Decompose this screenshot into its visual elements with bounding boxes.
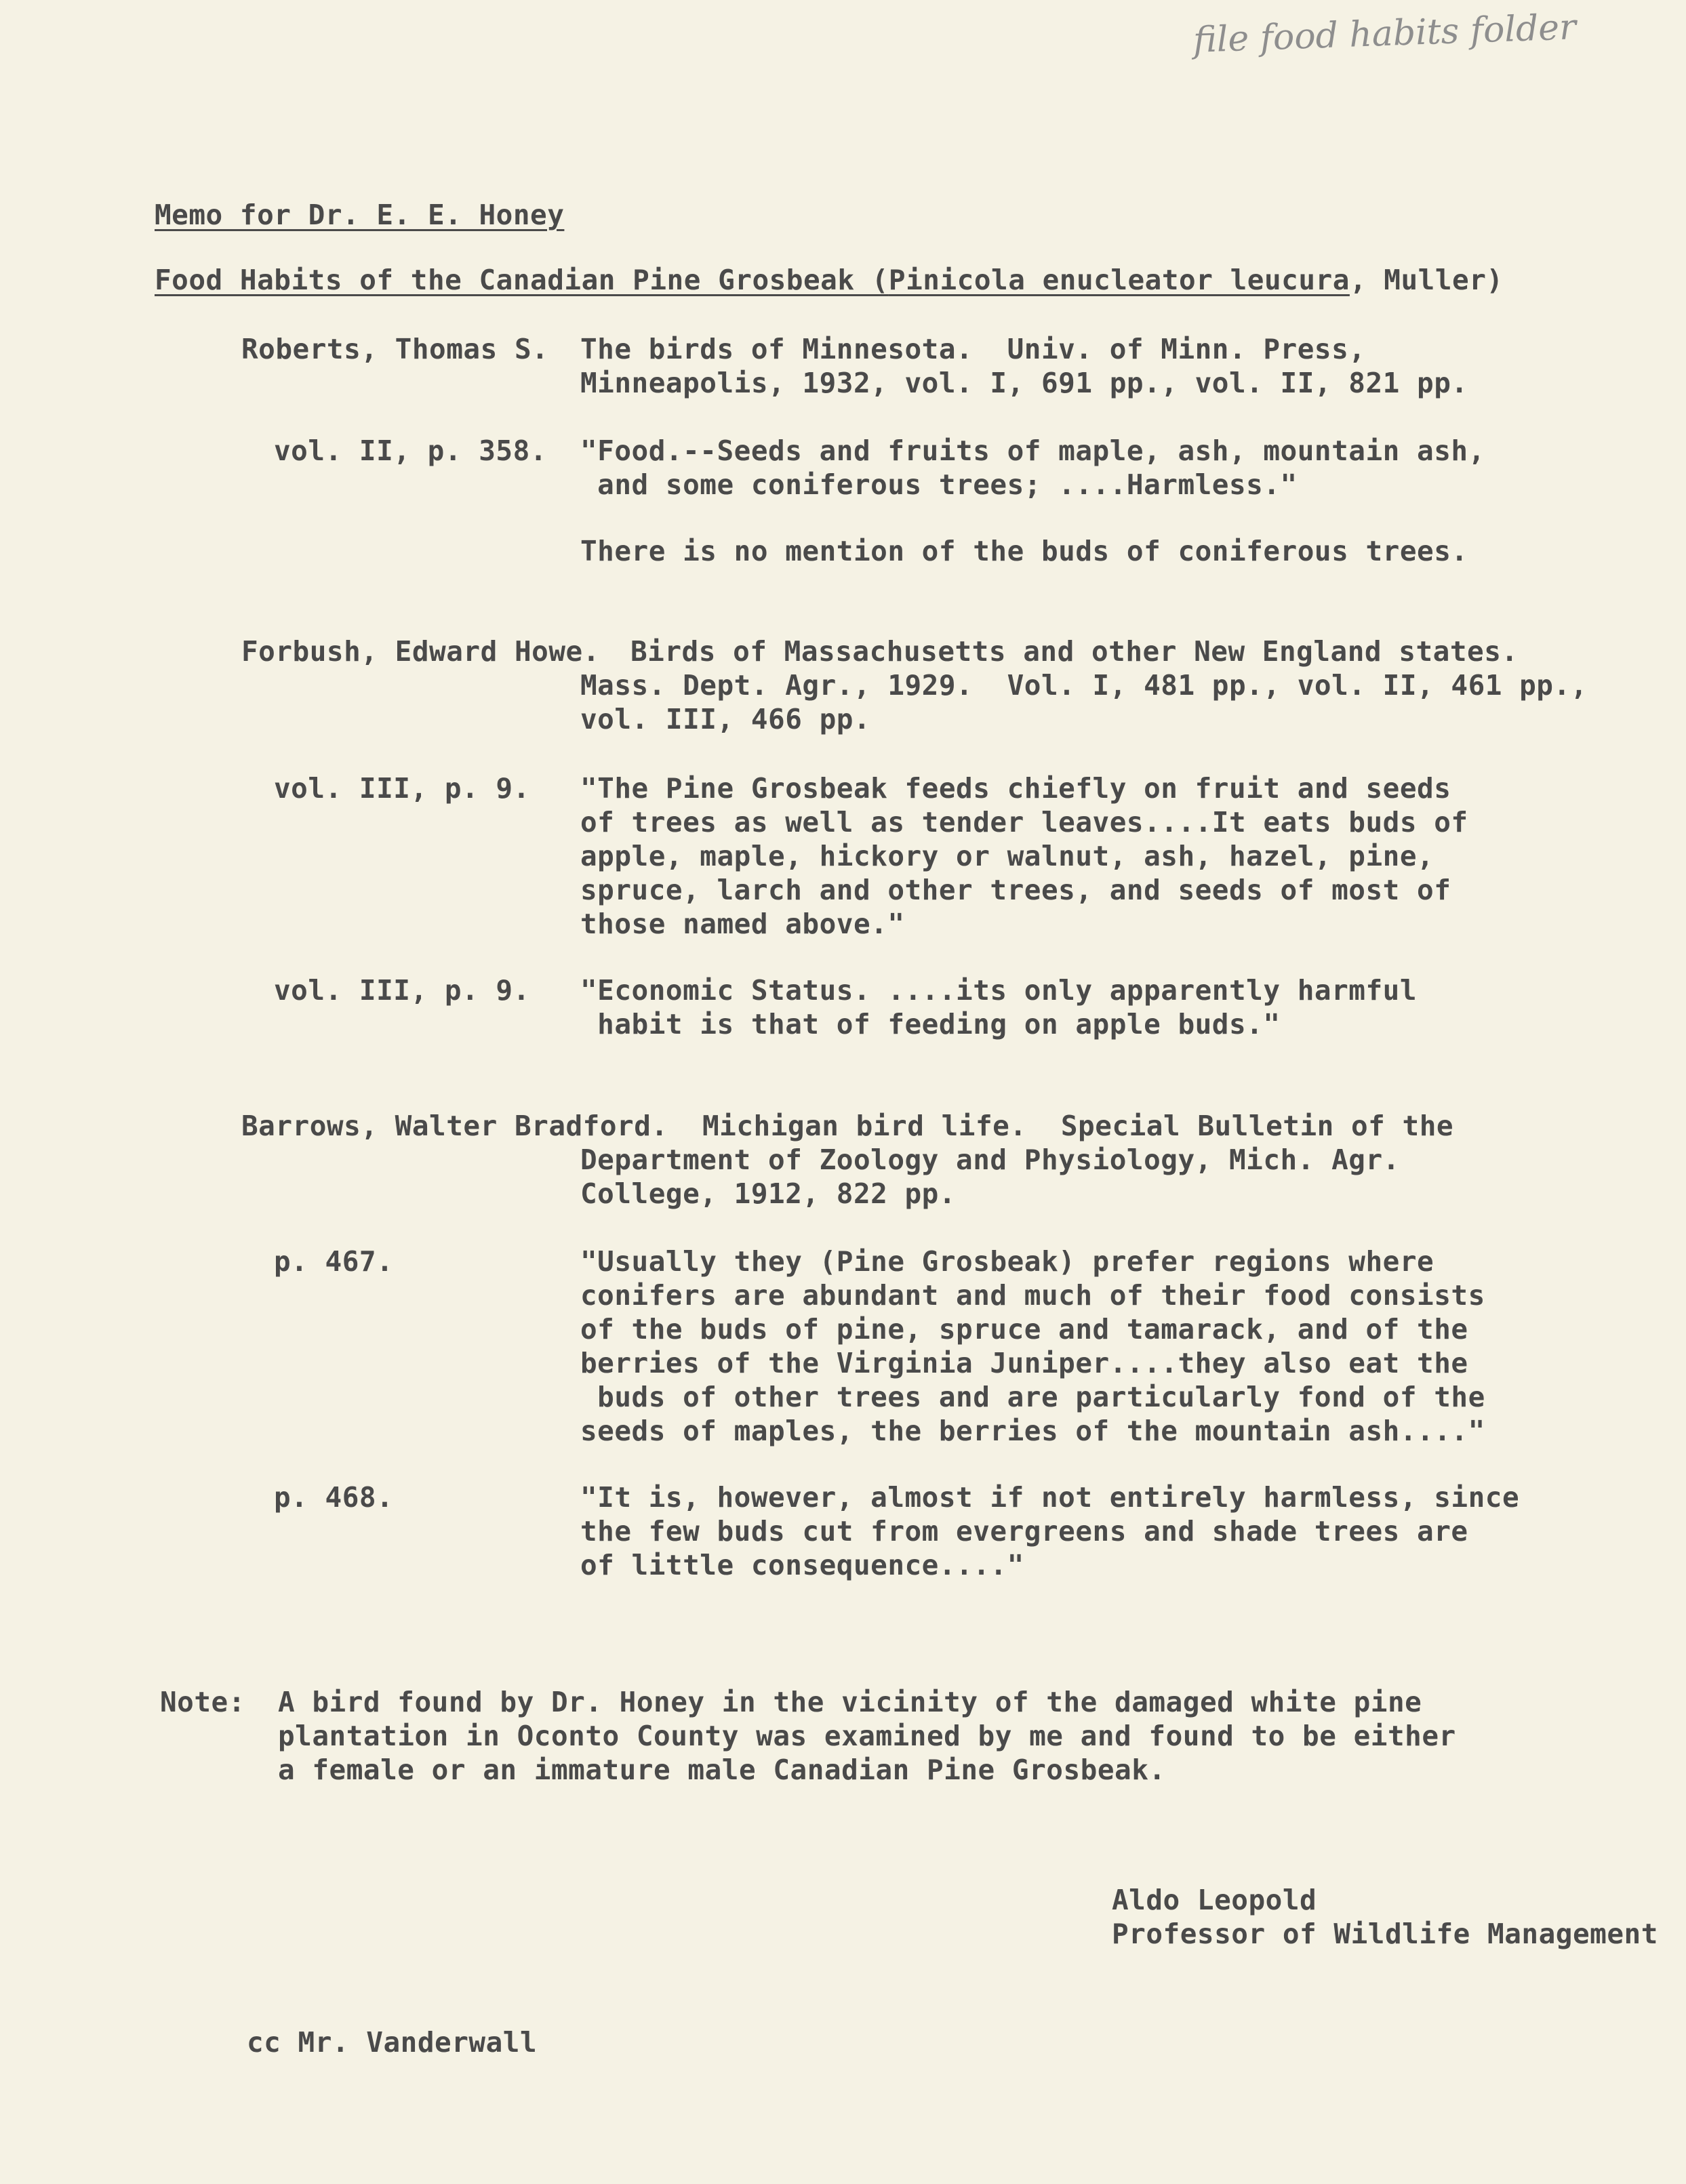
reference-citation-first-line: Birds of Massachusetts and other New England states. xyxy=(630,635,1519,668)
excerpt-comment: There is no mention of the buds of coniferous trees. xyxy=(580,535,1468,567)
note-line: plantation in Oconto County was examined by me and found to be either xyxy=(278,1720,1456,1752)
excerpt-line: of trees as well as tender leaves....It eats buds of xyxy=(580,806,1468,838)
excerpt-line: those named above." xyxy=(580,908,905,940)
excerpt-line: the few buds cut from evergreens and shade trees are xyxy=(580,1515,1468,1548)
excerpt-line: buds of other trees and are particularly fond of the xyxy=(580,1381,1485,1413)
excerpt-line: "It is, however, almost if not entirely harmless, since xyxy=(580,1481,1520,1514)
excerpt-line: seeds of maples, the berries of the mountain ash...." xyxy=(580,1415,1485,1447)
reference-citation-line: Minneapolis, 1932, vol. I, 691 pp., vol. II, 821 pp. xyxy=(580,367,1468,399)
memo-subject xyxy=(155,263,1504,297)
note-line: a female or an immature male Canadian Pine Grosbeak. xyxy=(278,1754,1166,1786)
subject-prefix: Food Habits of the Canadian Pine Grosbeak ( xyxy=(155,264,889,296)
reference-citation-first-line: Michigan bird life. Special Bulletin of the xyxy=(702,1110,1454,1142)
excerpt-line: apple, maple, hickory or walnut, ash, hazel, pine, xyxy=(580,840,1434,872)
excerpt-page: vol. III, p. 9. xyxy=(274,772,530,805)
excerpt-page: p. 467. xyxy=(274,1245,394,1278)
excerpt-line: of the buds of pine, spruce and tamarack, and of the xyxy=(580,1313,1468,1346)
subject-suffix: , Muller) xyxy=(1349,264,1504,296)
handwritten-annotation: file food habits folder xyxy=(1192,7,1577,61)
excerpt-line: of little consequence...." xyxy=(580,1549,1024,1581)
subject-species: Pinicola enucleator leucura xyxy=(888,264,1350,296)
excerpt-line: and some coniferous trees; ....Harmless." xyxy=(580,468,1298,501)
reference-author: Barrows, Walter Bradford. xyxy=(241,1110,668,1142)
excerpt-line: conifers are abundant and much of their food consists xyxy=(580,1279,1485,1312)
reference-author: Roberts, Thomas S. xyxy=(241,333,549,365)
note-label: Note: xyxy=(160,1686,245,1718)
reference-citation-line: vol. III, 466 pp. xyxy=(580,703,871,735)
excerpt-page: p. 468. xyxy=(274,1481,394,1514)
excerpt-line: berries of the Virginia Juniper....they also eat the xyxy=(580,1347,1468,1379)
cc-line: cc Mr. Vanderwall xyxy=(247,2026,538,2059)
reference-citation-line: Mass. Dept. Agr., 1929. Vol. I, 481 pp., vol. II, 461 pp., xyxy=(580,669,1588,702)
excerpt-line: habit is that of feeding on apple buds." xyxy=(580,1008,1281,1040)
excerpt-line: "Usually they (Pine Grosbeak) prefer regions where xyxy=(580,1245,1434,1278)
excerpt-line: "The Pine Grosbeak feeds chiefly on fruit and seeds xyxy=(580,772,1451,805)
excerpt-line: "Economic Status. ....its only apparently harmful xyxy=(580,974,1418,1007)
reference-citation-line: Department of Zoology and Physiology, Mich. Agr. xyxy=(580,1144,1400,1176)
excerpt-page: vol. III, p. 9. xyxy=(274,974,530,1007)
reference-citation-line: College, 1912, 822 pp. xyxy=(580,1177,957,1210)
reference-citation-line: The birds of Minnesota. Univ. of Minn. Press, xyxy=(580,333,1366,365)
excerpt-line: spruce, larch and other trees, and seeds of most of xyxy=(580,874,1451,906)
signature-title: Professor of Wildlife Management xyxy=(1112,1918,1658,1950)
memo-title: Memo for Dr. E. E. Honey xyxy=(155,199,565,231)
note-line: A bird found by Dr. Honey in the vicinity of the damaged white pine xyxy=(278,1686,1422,1718)
excerpt-line: "Food.--Seeds and fruits of maple, ash, mountain ash, xyxy=(580,434,1485,467)
reference-author: Forbush, Edward Howe. xyxy=(241,635,600,668)
signature-name: Aldo Leopold xyxy=(1112,1884,1317,1916)
excerpt-page: vol. II, p. 358. xyxy=(274,434,547,467)
